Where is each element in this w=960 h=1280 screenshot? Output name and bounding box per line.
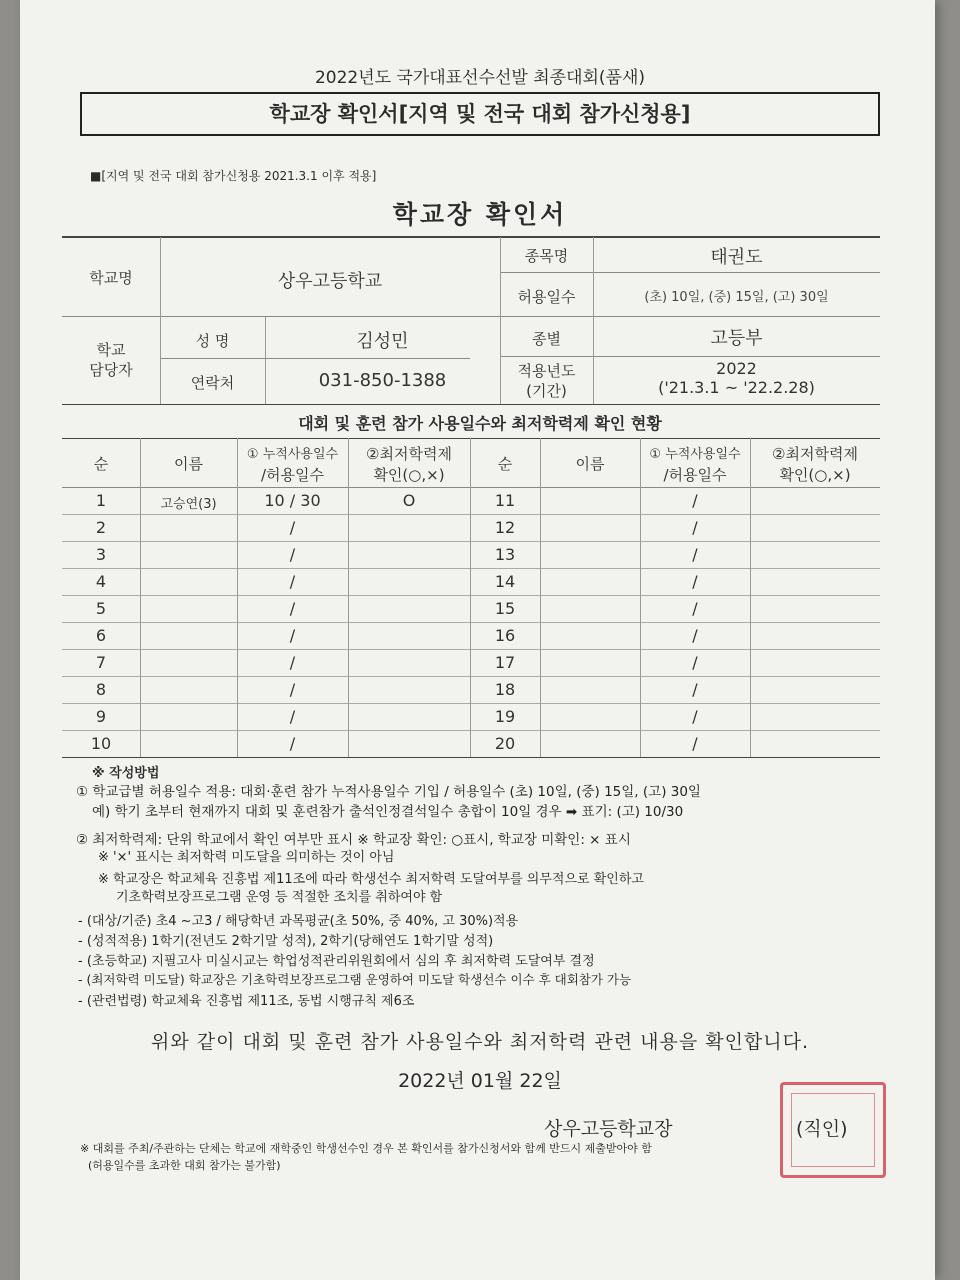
row-number: 6 xyxy=(95,626,107,645)
header-min-sub-left: 확인(○,×) xyxy=(373,466,445,484)
header-days-sub-left: /허용일수 xyxy=(260,466,324,484)
document-date: 2022년 01월 22일 xyxy=(398,1070,562,1092)
row-number: 20 xyxy=(494,734,516,753)
header-min-left: ②최저학력제 xyxy=(366,445,452,463)
row-number: 9 xyxy=(95,707,107,726)
row-number: 7 xyxy=(95,653,107,672)
table-top-border xyxy=(62,438,880,439)
row-days: / xyxy=(692,518,698,537)
info-divider xyxy=(160,358,470,359)
row-number: 19 xyxy=(494,707,516,726)
table-row-line xyxy=(62,514,880,515)
header-name-right: 이름 xyxy=(575,455,605,473)
row-number: 15 xyxy=(494,599,516,618)
footnote-1: ※ 대회를 주최/주관하는 단체는 학교에 재학중인 학생선수인 경우 본 확인서를 참가신청서와 함께 반드시 제출받아야 함 xyxy=(80,1142,652,1155)
row-check: O xyxy=(402,491,416,510)
row-number: 8 xyxy=(95,680,107,699)
header-days-left: ① 누적사용일수 xyxy=(246,447,339,462)
row-days: / xyxy=(692,707,698,726)
info-divider xyxy=(500,356,880,357)
section-title: 대회 및 훈련 참가 사용일수와 최저학력제 확인 현황 xyxy=(298,414,662,433)
header-days-right: ① 누적사용일수 xyxy=(649,447,741,462)
row-number: 14 xyxy=(494,572,516,591)
school-name: 상우고등학교 xyxy=(277,271,383,292)
row-days: / xyxy=(289,653,296,672)
table-row-line xyxy=(62,676,880,677)
principal-name: 상우고등학교장 xyxy=(544,1118,673,1140)
header-min-right: ②최저학력제 xyxy=(772,445,858,463)
row-number: 17 xyxy=(494,653,516,672)
row-name: 고승연(3) xyxy=(160,497,217,512)
confirmation-statement: 위와 같이 대회 및 훈련 참가 사용일수와 최저학력 관련 내용을 확인합니다. xyxy=(150,1031,810,1053)
table-row-line xyxy=(62,757,880,758)
row-number: 10 xyxy=(90,734,112,753)
row-number: 2 xyxy=(95,518,107,537)
table-col-line xyxy=(540,438,541,757)
row-days: / xyxy=(692,734,698,753)
table-col-line xyxy=(348,438,349,757)
row-days: / xyxy=(289,707,296,726)
header-min-sub-right: 확인(○,×) xyxy=(779,466,851,484)
method-line: ※ '×' 표시는 최저학력 미도달을 의미하는 것이 아님 xyxy=(98,850,395,865)
row-days: / xyxy=(289,572,296,591)
method-line: - (초등학교) 지필고사 미실시교는 학업성적관리위원회에서 심의 후 최저학력 도달여부 결정 xyxy=(78,954,595,969)
info-bottom-border xyxy=(62,404,880,405)
row-number: 16 xyxy=(494,626,516,645)
method-line: - (관련법령) 학교체육 진흥법 제11조, 동법 시행규칙 제6조 xyxy=(78,994,415,1009)
row-days: / xyxy=(289,545,296,564)
table-row-line xyxy=(62,622,880,623)
row-days: / xyxy=(692,680,698,699)
header-days-sub-right: /허용일수 xyxy=(663,466,727,484)
competition-header: 2022년도 국가대표선수선발 최종대회(품새) xyxy=(314,68,646,88)
division-label: 종별 xyxy=(532,330,561,348)
allowed-days-value: (초) 10일, (중) 15일, (고) 30일 xyxy=(644,290,829,305)
table-row-line xyxy=(62,649,880,650)
row-number: 13 xyxy=(494,545,516,564)
event-value: 태권도 xyxy=(710,247,763,268)
method-line: ※ 학교장은 학교체육 진흥법 제11조에 따라 학생선수 최저학력 도달여부를 의무적으로 확인하고 xyxy=(98,872,644,887)
info-divider xyxy=(500,272,880,273)
row-days: / xyxy=(289,680,296,699)
table-header-border xyxy=(62,487,880,488)
row-number: 12 xyxy=(494,518,516,537)
header-no-left: 순 xyxy=(93,455,109,473)
allowed-days-label: 허용일수 xyxy=(517,288,576,306)
row-days: / xyxy=(289,599,296,618)
method-line: ① 학교급별 허용일수 적용: 대회·훈련 참가 누적사용일수 기입 / 허용일수 (초) 10일, (중) 15일, (고) 30일 xyxy=(76,784,701,800)
header-no-right: 순 xyxy=(497,455,513,473)
table-row-line xyxy=(62,703,880,704)
row-number: 4 xyxy=(95,572,107,591)
table-row-line xyxy=(62,595,880,596)
year-label-1: 적용년도 xyxy=(517,362,576,380)
row-number: 3 xyxy=(95,545,107,564)
staff-label-1: 학교 xyxy=(96,341,126,359)
year-value: 2022 xyxy=(716,359,757,378)
footnote-2: (허용일수를 초과한 대회 참가는 불가함) xyxy=(88,1159,281,1172)
table-row-line xyxy=(62,730,880,731)
table-row-line xyxy=(62,541,880,542)
application-note: ■[지역 및 전국 대회 참가신청용 2021.3.1 이후 적용] xyxy=(90,169,377,183)
table-row-line xyxy=(62,568,880,569)
row-days: / xyxy=(289,518,296,537)
row-days: / xyxy=(692,626,698,645)
school-label: 학교명 xyxy=(89,269,133,287)
method-line: 기초학력보장프로그램 운영 등 적절한 조치를 취하여야 함 xyxy=(116,890,443,905)
method-line: - (성적적용) 1학기(전년도 2학기말 성적), 2학기(당해연도 1학기말 성적) xyxy=(78,934,494,949)
row-days: / xyxy=(289,734,296,753)
row-days: / xyxy=(692,572,698,591)
event-label: 종목명 xyxy=(524,247,569,265)
row-days: / xyxy=(692,653,698,672)
year-label-2: (기간) xyxy=(526,382,567,400)
table-col-line xyxy=(140,438,141,757)
row-days: / xyxy=(692,545,698,564)
row-number: 1 xyxy=(95,491,107,510)
info-divider xyxy=(62,316,880,317)
row-number: 18 xyxy=(494,680,516,699)
table-col-line xyxy=(750,438,751,757)
method-line: - (대상/기준) 초4 ~고3 / 해당학년 과목평균(초 50%, 중 40%, 고 30%)적용 xyxy=(78,914,519,929)
row-days: / xyxy=(692,599,698,618)
row-days: / xyxy=(289,626,296,645)
info-top-border xyxy=(62,236,880,238)
method-line: ② 최저학력제: 단위 학교에서 확인 여부만 표시 ※ 학교장 확인: ○표시, 학교장 미확인: × 표시 xyxy=(76,832,631,848)
contact-value: 031-850-1388 xyxy=(318,370,447,391)
row-number: 5 xyxy=(95,599,107,618)
header-name-left: 이름 xyxy=(174,455,203,473)
contact-label: 연락처 xyxy=(190,374,235,392)
title-box: 학교장 확인서[지역 및 전국 대회 참가신청용] xyxy=(80,92,880,136)
name-label: 성 명 xyxy=(195,332,230,350)
row-days: / xyxy=(692,491,698,510)
division-value: 고등부 xyxy=(710,328,763,349)
staff-name: 김성민 xyxy=(356,331,409,352)
staff-label-2: 담당자 xyxy=(89,361,133,379)
seal-label: (직인) xyxy=(796,1118,848,1140)
row-days: 10 / 30 xyxy=(264,491,321,510)
row-number: 11 xyxy=(494,491,516,510)
year-period: ('21.3.1 ~ '22.2.28) xyxy=(658,378,815,397)
method-title: ※ 작성방법 xyxy=(92,766,160,781)
method-line: - (최저학력 미도달) 학교장은 기초학력보장프로그램 운영하여 미도달 학생선수 이수 후 대회참가 가능 xyxy=(78,972,632,987)
document-title: 학교장 확인서 xyxy=(392,200,568,229)
method-line: 예) 학기 초부터 현재까지 대회 및 훈련참가 출석인정결석일수 총합이 10일 경우 ➡ 표기: (고) 10/30 xyxy=(92,804,684,820)
